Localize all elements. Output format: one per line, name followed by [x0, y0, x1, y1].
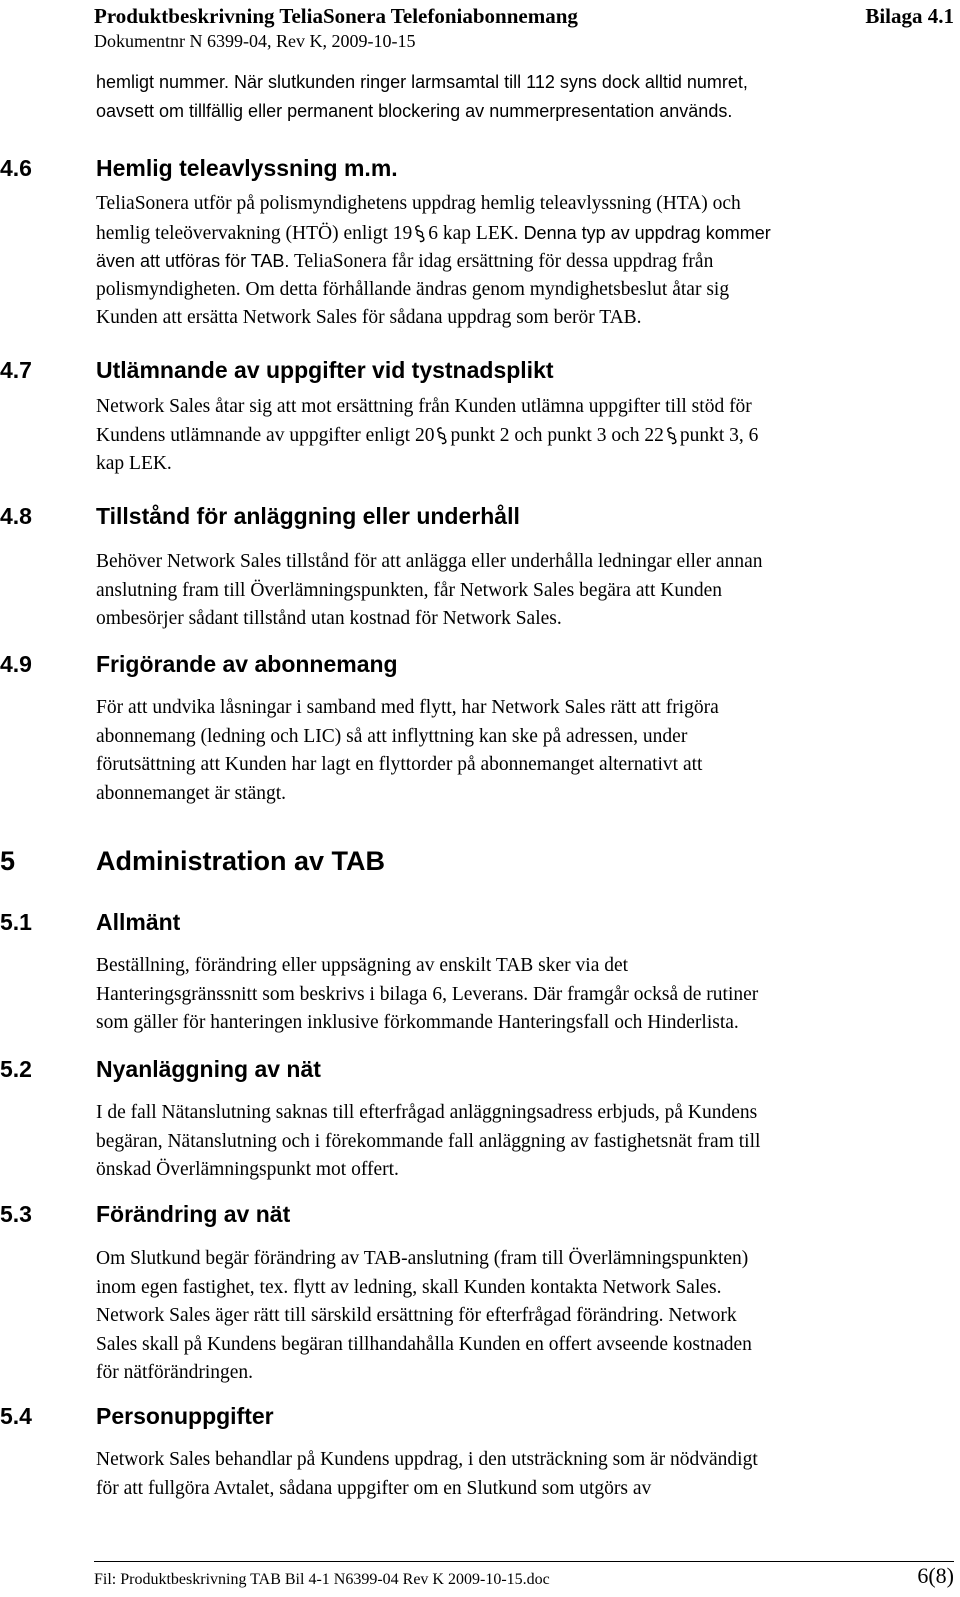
section-number: 4.7 — [0, 357, 32, 383]
text-line: Hanteringsgränssnitt som beskrivs i bilaga 6, Leverans. Där framgår också de rutiner — [96, 983, 759, 1005]
text-line: inom egen fastighet, tex. flytt av ledning, skall Kunden kontakta Network Sales. — [96, 1276, 722, 1298]
section-5-1-body — [96, 952, 956, 1038]
paragraph-sign-icon: § — [411, 219, 428, 246]
section-title: Administration av TAB — [96, 846, 386, 876]
text-line: abonnemanget är stängt. — [96, 782, 287, 804]
section-number: 5.2 — [0, 1056, 32, 1082]
section-number: 4.6 — [0, 155, 32, 181]
section-title: Allmänt — [96, 909, 181, 935]
text-line: hemligt nummer. När slutkunden ringer larmsamtal till 112 syns dock alltid numret, — [96, 72, 748, 92]
section-number: 5.1 — [0, 909, 32, 935]
section-title: Frigörande av abonnemang — [96, 651, 398, 677]
section-number: 5 — [0, 846, 16, 876]
section-number: 5.3 — [0, 1201, 32, 1227]
text-line: även att utföras för TAB. TeliaSonera får idag ersättning för dessa uppdrag från — [96, 251, 714, 273]
intro-paragraph — [96, 68, 956, 125]
text-line: polismyndigheten. Om detta förhållande ändras genom myndighetsbeslut åtar sig — [96, 278, 730, 300]
section-number: 5.4 — [0, 1403, 32, 1429]
text-line: I de fall Nätanslutning saknas till efterfrågad anläggningsadress erbjuds, på Kundens — [96, 1102, 758, 1123]
section-4-9-body — [96, 694, 956, 808]
page-footer — [94, 1563, 954, 1592]
page-number: 6(8) — [917, 1563, 954, 1588]
section-5-2-body — [96, 1099, 956, 1185]
text-line: abonnemang (ledning och LIC) så att inflyttning kan ske på adressen, under — [96, 725, 688, 747]
text-line: som gäller för hanteringen inklusive förkommande Hanteringsfall och Hinderlista. — [96, 1012, 739, 1034]
text-line: Network Sales äger rätt till särskild ersättning för efterfrågad förändring. Network — [96, 1305, 737, 1327]
paragraph-sign-icon: § — [434, 421, 451, 448]
text-line: TeliaSonera utför på polismyndighetens uppdrag hemlig teleavlyssning (HTA) och — [96, 193, 741, 214]
text-line: ombesörjer sådant tillstånd utan kostnad för Network Sales. — [96, 608, 562, 630]
text-line: Network Sales behandlar på Kundens uppdrag, i den utsträckning som är nödvändigt — [96, 1449, 758, 1470]
text-line: Sales skall på Kundens begäran tillhandahålla Kunden en offert avseende kostnaden — [96, 1333, 752, 1355]
text-line: förutsättning att Kunden har lagt en flyttorder på abonnemanget alternativt att — [96, 754, 703, 776]
text-line: anslutning fram till Överlämningspunkten, får Network Sales begära att Kunden — [96, 579, 722, 601]
section-title: Tillstånd för anläggning eller underhåll — [96, 503, 520, 529]
section-title: Utlämnande av uppgifter vid tystnadsplikt — [96, 357, 554, 383]
section-5-4-body — [96, 1446, 956, 1503]
section-4-8-body — [96, 548, 956, 634]
section-title: Personuppgifter — [96, 1403, 274, 1429]
section-5-3-body — [96, 1245, 956, 1388]
text-line: Om Slutkund begär förändring av TAB-anslutning (fram till Överlämningspunkten) — [96, 1248, 749, 1269]
text-line: begäran, Nätanslutning och i förekommande fall anläggning av fastighetsnät fram till — [96, 1130, 761, 1152]
section-4-7-body — [96, 393, 956, 479]
text-line: Network Sales åtar sig att mot ersättning från Kunden utlämna uppgifter till stöd för — [96, 396, 752, 417]
text-line: För att undvika låsningar i samband med flytt, har Network Sales rätt att frigöra — [96, 697, 719, 718]
document-title: Produktbeskrivning TeliaSonera Telefoniabonnemang — [94, 4, 578, 28]
text-line: Beställning, förändring eller uppsägning av enskilt TAB sker via det — [96, 955, 629, 976]
page-header — [94, 2, 954, 52]
document-title-row — [94, 2, 954, 30]
paragraph-sign-icon: § — [663, 421, 680, 448]
text-line: önskad Överlämningspunkt mot offert. — [96, 1159, 399, 1181]
text-line: hemlig teleövervakning (HTÖ) enligt 19§6 kap LEK. Denna typ av uppdrag kommer — [96, 219, 956, 248]
text-line: kap LEK. — [96, 453, 172, 475]
section-title: Förändring av nät — [96, 1201, 291, 1227]
document-number: Dokumentnr N 6399-04, Rev K, 2009-10-15 — [94, 31, 416, 51]
text-line: oavsett om tillfällig eller permanent blockering av nummerpresentation används. — [96, 100, 733, 121]
section-title: Hemlig teleavlyssning m.m. — [96, 155, 398, 181]
text-line: för nätförändringen. — [96, 1362, 254, 1384]
footer-divider — [94, 1561, 954, 1562]
section-number: 4.9 — [0, 651, 32, 677]
text-line: Behöver Network Sales tillstånd för att anlägga eller underhålla ledningar eller annan — [96, 551, 763, 572]
section-4-6-body — [96, 190, 956, 333]
section-number: 4.8 — [0, 503, 32, 529]
text-line: Kunden att ersätta Network Sales för sådana uppdrag som berör TAB. — [96, 307, 642, 329]
text-line: för att fullgöra Avtalet, sådana uppgifter om en Slutkund som utgörs av — [96, 1477, 652, 1499]
bilaga-label: Bilaga 4.1 — [865, 4, 954, 28]
section-title: Nyanläggning av nät — [96, 1056, 321, 1082]
text-line: Kundens utlämnande av uppgifter enligt 20§punkt 2 och punkt 3 och 22§punkt 3, 6 — [96, 422, 956, 451]
footer-filename: Fil: Produktbeskrivning TAB Bil 4-1 N6399-04 Rev K 2009-10-15.doc — [94, 1571, 550, 1588]
